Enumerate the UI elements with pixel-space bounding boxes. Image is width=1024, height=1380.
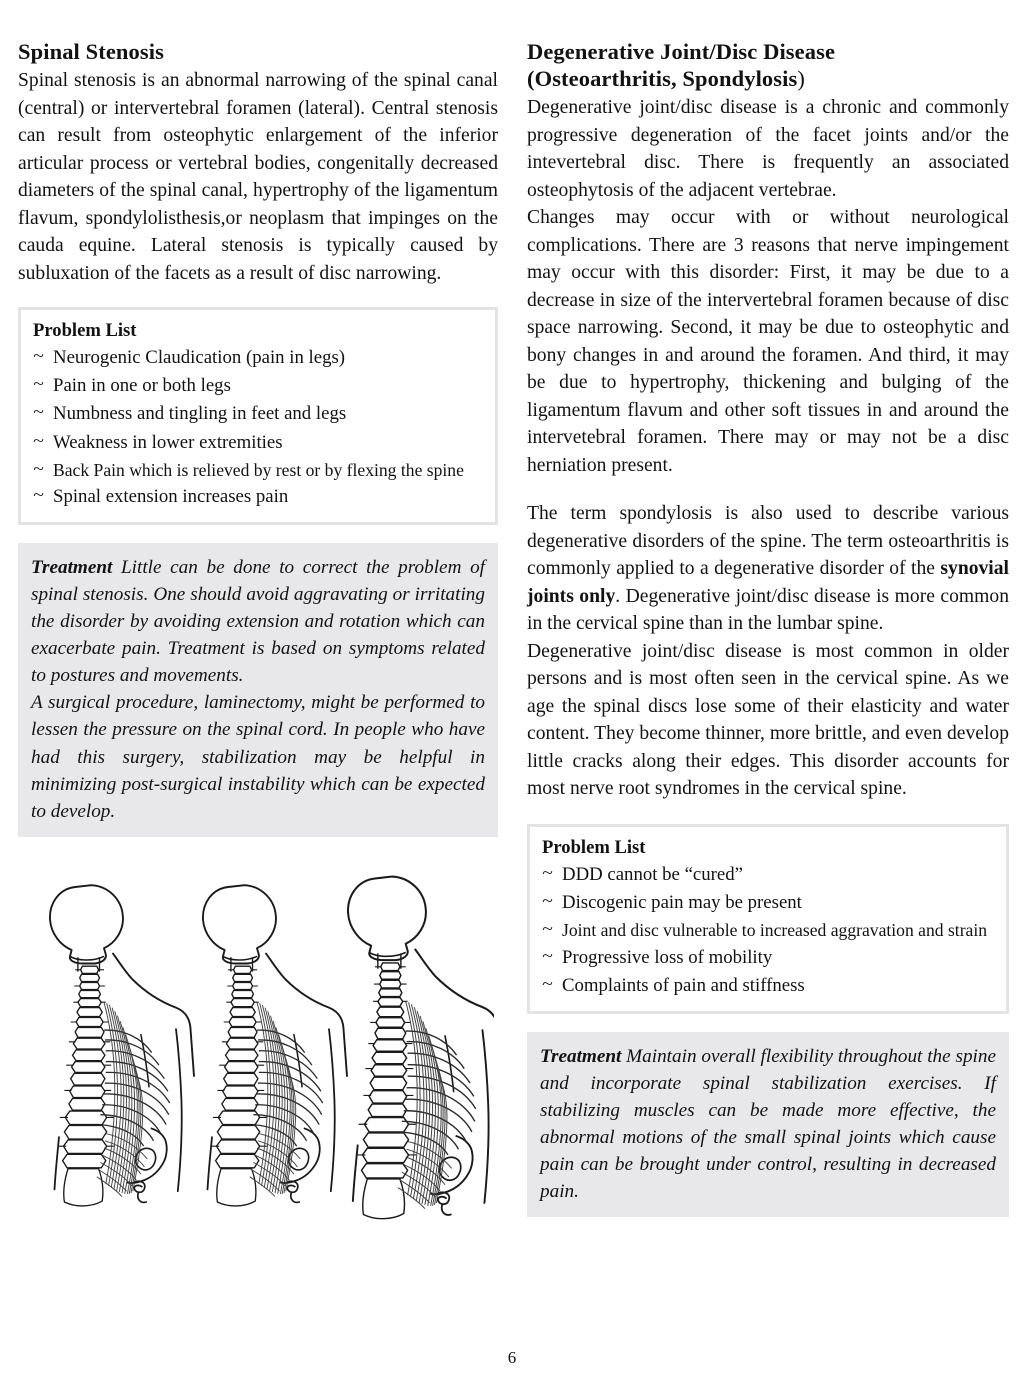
treatment-box-right [527,1032,1009,1217]
list-item-label: Numbness and tingling in feet and legs [53,403,347,425]
list-item [542,972,994,1000]
list-item [542,861,994,889]
problem-list-heading-left: Problem List [33,320,137,342]
tilde-bullet-icon: ~ [33,402,44,422]
list-item [33,483,483,511]
tilde-bullet-icon: ~ [542,863,553,883]
treatment-box-left [18,543,498,837]
tilde-bullet-icon: ~ [33,458,44,478]
spinal-stenosis-intro-paragraph: Spinal stenosis is an abnormal narrowing of the spinal canal (central) or intervertebral foramen (lateral). Central stenosis can result from osteophytic enlargement of the inferior articular process or vertebral bodies, congenitally decreased diameters of the spinal canal, hypertrophy of the ligamentum flavum, spondylolisthesis,or neoplasm that impinges on the cauda equine. Lateral stenosis is typically caused by subluxation of the facets as a result of disc narrowing. [18,70,498,284]
tilde-bullet-icon: ~ [542,973,553,993]
list-item [542,889,994,917]
list-item [33,400,483,428]
spine-illustration-svg [14,842,494,1262]
page-title-degenerative-joint-disc-disease [527,38,1009,92]
list-item [33,372,483,400]
ddd-paragraph-3 [527,500,1009,638]
right-column [527,38,1009,1217]
page-title-spinal-stenosis: Spinal Stenosis [18,39,164,64]
list-item [542,944,994,972]
problem-list-heading-right: Problem List [542,836,646,858]
ddd-paragraph-3-emphasis: synovial joints only [527,558,1009,607]
treatment-label-right: Treatment [540,1045,622,1067]
list-item-label: DDD cannot be “cured” [562,864,743,886]
problem-list-box-right [527,824,1009,1014]
list-item-label: Weakness in lower extremities [53,431,283,453]
tilde-bullet-icon: ~ [542,945,553,965]
section-title-line-2: (Osteoarthritis, Spondylosis [527,66,798,91]
problem-list-items-right [542,861,994,1000]
list-item-label: Pain in one or both legs [53,375,231,397]
figure-3-deep-layer [348,877,494,1219]
ddd-paragraph-1: Degenerative joint/disc disease is a chronic and commonly progressive degeneration of the facet joints and/or the intevertebral disc. There is frequently an associated osteophytosis of the adjacent vertebrae. [527,97,1009,201]
list-item-label: Joint and disc vulnerable to increased aggravation and strain [562,920,988,941]
treatment-paragraph-1-left [31,554,485,689]
tilde-bullet-icon: ~ [33,484,44,504]
treatment-label-left: Treatment [31,557,113,579]
tilde-bullet-icon: ~ [542,891,553,911]
ddd-paragraph-2: Changes may occur with or without neurological complications. There are 3 reasons that nerve impingement may occur with this disorder: First, it may be due to a decrease in size of the intervertebral foramen because of disc space narrowing. Second, it may be due to osteophytic and bony changes in and around the foramen. And third, it may be due to hypertrophy, thickening and bulging of the ligamentum flavum and other soft tissues in and around the intervetebral foramen. There may or may not be a disc herniation present. [527,207,1009,476]
list-item [33,344,483,372]
list-item [33,429,483,457]
list-item-label: Spinal extension increases pain [53,485,289,507]
list-item-label: Discogenic pain may be present [562,892,802,914]
tilde-bullet-icon: ~ [33,430,44,450]
page-number: 6 [507,1348,517,1367]
tilde-bullet-icon: ~ [33,346,44,366]
list-item-label: Progressive loss of mobility [562,946,773,968]
list-item [33,457,483,483]
figure-2-intermediate-layer [203,885,347,1206]
treatment-body-1-right: Maintain overall flexibility throughout the spine and incorporate spinal stabilization exercises. If stabilizing muscles can be made more effective, the abnormal motions of the small spinal joints which cause pain can be brought under control, resulting in decreased pain. [540,1045,996,1203]
treatment-body-1-left: Little can be done to correct the problem of spinal stenosis. One should avoid aggravating or irritating the disorder by avoiding extension and rotation which can exacerbate pain. Treatment is based on symptoms related to postures and movements. [31,557,485,687]
spine-muscle-layers-figure [14,842,494,1262]
tilde-bullet-icon: ~ [33,374,44,394]
tilde-bullet-icon: ~ [542,919,553,939]
list-item-label: Back Pain which is relieved by rest or by flexing the spine [53,459,464,480]
problem-list-box-left [18,307,498,525]
treatment-paragraph-1-right [540,1043,996,1205]
left-column [18,38,498,837]
list-item-label: Neurogenic Claudication (pain in legs) [53,347,346,369]
ddd-paragraph-4: Degenerative joint/disc disease is most common in older persons and is most often seen in the cervical spine. As we age the spinal discs lose some of their elasticity and water content. They become thinner, more brittle, and even develop little cracks along their edges. This disorder accounts for most nerve root syndromes in the cervical spine. [527,640,1009,800]
section-title-closing-paren: ) [797,66,805,91]
ddd-paragraph-3-part-2: . Degenerative joint/disc disease is more common in the cervical spine than in the lumbar spine. [527,585,1009,635]
list-item-label: Complaints of pain and stiffness [562,974,805,996]
section-title-line-1: Degenerative Joint/Disc Disease [527,39,836,64]
list-item [542,917,994,943]
treatment-paragraph-2-left: A surgical procedure, laminectomy, might be performed to lessen the pressure on the spinal cord. In people who have had this surgery, stabilization may be helpful in minimizing post-surgical instability which can be expected to develop. [31,692,485,822]
problem-list-items-left [33,344,483,511]
figure-1-superficial-layer [50,885,194,1206]
ddd-paragraph-3-part-1: The term spondylosis is also used to describe various degenerative disorders of the spine. The term osteoarthritis is commonly applied to a degenerative disorder of the [527,503,1009,580]
